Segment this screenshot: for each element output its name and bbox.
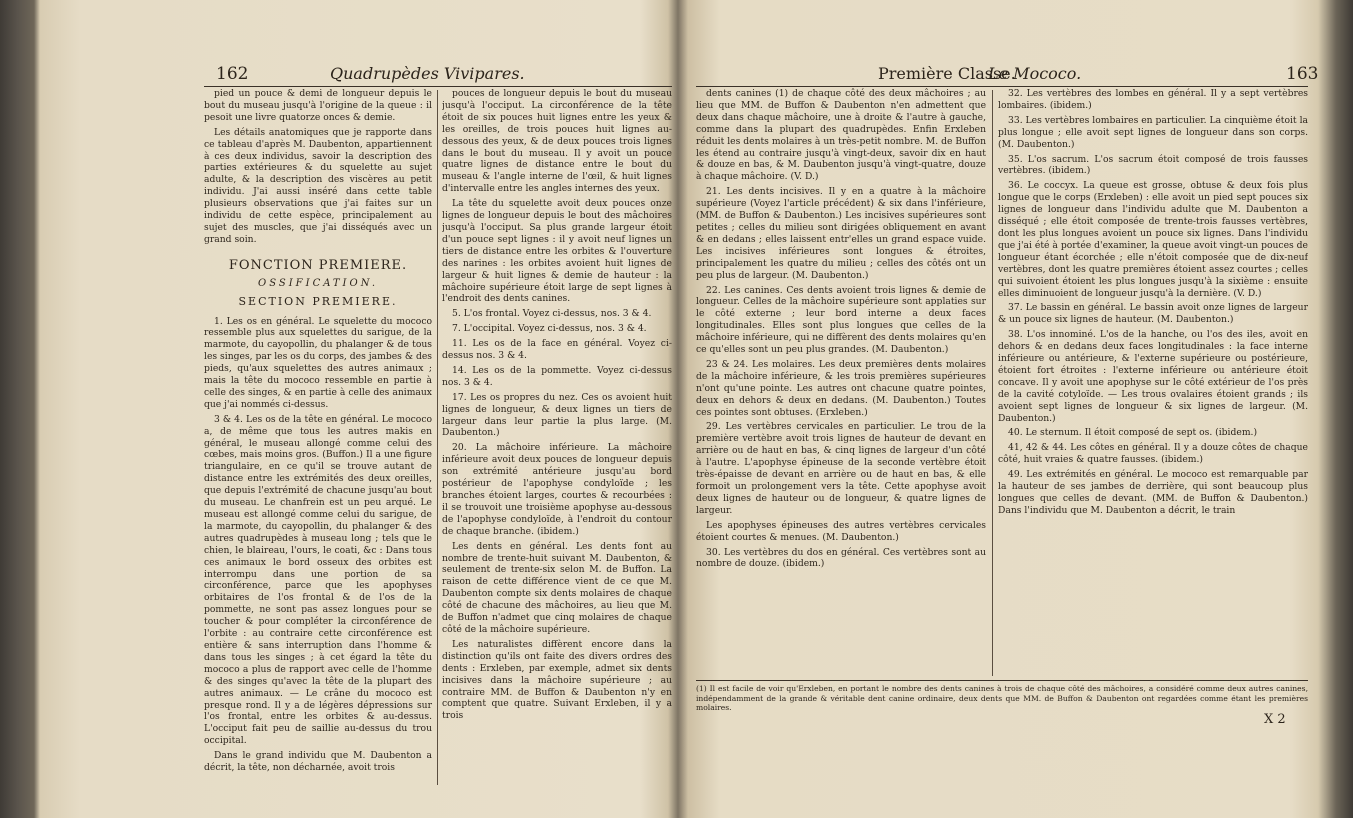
paragraph: 7. L'occipital. Voyez ci-dessus, nos. 3 & 4. bbox=[452, 323, 647, 335]
left-column-1 bbox=[204, 88, 432, 788]
paragraph: 5. L'os frontal. Voyez ci-dessus, nos. 3 & 4. bbox=[452, 308, 652, 320]
paragraph: 23 & 24. Les molaires. Les deux premières dents molaires de la mâchoire inférieure, & les trois premières supérieures n'ont qu'une pointe. Les autres ont chacune quatre pointes, deux en dehors & deux en dedans. (M. Daubenton.) Toutes ces pointes sont obtuses. (Erxleben.) bbox=[696, 358, 986, 418]
left-running-title: Quadrupèdes Vivipares. bbox=[330, 64, 525, 83]
paragraph: Les dents en général. Les dents font au nombre de trente-huit suivant M. Daubenton, & seulement de trente-six selon M. de Buffon. La raison de cette différence vient de ce que M. Daubenton compte six dents molaires de chaque côté de chacune des mâchoires, au lieu que M. de Buffon n'admet que cinq molaires de chaque côté de la mâchoire supérieure. bbox=[442, 540, 672, 635]
paragraph: Les détails anatomiques que je rapporte dans ce tableau d'après M. Daubenton, appartiennent à ces deux individus, savoir la description des parties extérieures & du squelette au sujet adulte, & la description des viscères au petit individu. J'ai aussi inséré dans cette table plusieurs observations que j'ai faites sur un individu de cette espèce, principalement au sujet des muscles, que j'ai disséqués avec un grand soin. bbox=[204, 126, 432, 245]
paragraph: 20. La mâchoire inférieure. La mâchoire inférieure avoit deux pouces de longueur depuis son extrémité antérieure jusqu'au bord postérieur de l'apophyse condyloïde ; les branches étoient larges, courtes & recourbées : il se trouvoit une troisième apophyse au-dessous de l'apophyse condyloïde, à l'endroit du contour de chaque branche. (ibidem.) bbox=[442, 442, 672, 537]
paragraph: 49. Les extrémités en général. Le mococo est remarquable par la hauteur de ses jambes de derrière, qui sont beaucoup plus longues que celles de devant. (MM. de Buffon & Daubenton.) Dans l'individu que M. Daubenton a décrit, le train bbox=[998, 469, 1308, 516]
column-divider bbox=[992, 90, 993, 676]
right-page bbox=[690, 0, 1322, 818]
paragraph: La tête du squelette avoit deux pouces onze lignes de longueur depuis le bout des mâchoires jusqu'à l'occiput. Sa plus grande largeur étoit d'un pouce sept lignes : il y avoit neuf lignes un tiers de distance entre les orbites & l'ouverture des narines : les orbites avoient huit lignes de largeur & huit lignes & demie de hauteur : la mâchoire supérieure étoit large de sept lignes à l'endroit des dents canines. bbox=[442, 198, 672, 305]
paragraph: 41, 42 & 44. Les côtes en général. Il y a douze côtes de chaque côté, huit vraies & quatre fausses. (ibidem.) bbox=[998, 442, 1308, 466]
right-running-title: Le Mococo. bbox=[988, 64, 1082, 83]
right-head-rule bbox=[696, 86, 1308, 87]
footnote-rule bbox=[696, 680, 1308, 681]
left-page bbox=[44, 0, 670, 818]
paragraph: 11. Les os de la face en général. Voyez ci-dessus nos. 3 & 4. bbox=[442, 338, 672, 362]
paragraph: 17. Les os propres du nez. Ces os avoient huit lignes de longueur, & deux lignes un tiers de largeur dans leur partie la plus large. (M. Daubenton.) bbox=[442, 391, 672, 439]
right-column-2 bbox=[998, 88, 1308, 676]
paragraph: 14. Les os de la pommette. Voyez ci-dessus nos. 3 & 4. bbox=[442, 364, 672, 388]
paragraph: Les apophyses épineuses des autres vertèbres cervicales étoient courtes & menues. (M. Daubenton.) bbox=[696, 519, 986, 543]
paragraph: 37. Le bassin en général. Le bassin avoit onze lignes de largeur & un pouce six lignes de hauteur. (M. Daubenton.) bbox=[998, 302, 1308, 326]
paragraph: 3 & 4. Les os de la tête en général. Le mococo a, de même que tous les autres makis en général, le museau allongé comme celui des cœbes, mais moins gros. (Buffon.) Il a une figure triangulaire, en ce qu'il se trouve autant de distance entre les extrémités des deux oreilles, que depuis l'extrémité de chacune jusqu'au bout du museau. Le chanfrein est un peu arqué. Le museau est allongé comme celui du sarigue, de la marmote, du cayopollin, du phalanger & des autres quadrupèdes à museau long ; tels que le chien, le blaireau, l'ours, le coati, &c : Dans tous ces animaux le bord osseux des orbites est interrompu dans une portion de sa circonférence, parce que les apophyses orbitaires de l'os frontal & de l'os de la pommette, ne sont pas assez longues pour se toucher & pour compléter la circonférence de l'orbite : au contraire cette circonférence est entière & sans interruption dans l'homme & dans tous les singes ; à cet égard la tête du mococo a plus de rapport avec celle de l'homme & des singes qu'avec la tête de la plupart des autres animaux. — Le crâne du mococo est presque rond. Il y a de légères dépressions sur l'os frontal, entre les orbites & au-dessus. L'occiput fait peu de saillie au-dessus du trou occipital. bbox=[204, 413, 432, 747]
left-column-2 bbox=[442, 88, 672, 788]
footnote: (1) Il est facile de voir qu'Erxleben, en portant le nombre des dents canines à trois de chaque côté des mâchoires, a considéré comme deux autres canines, indépendamment de la grande & véritable dent canine ordinaire, deux dents que MM. de Buffon & Daubenton ont regardées comme étant les premières molaires. bbox=[696, 684, 1308, 712]
paragraph: pied un pouce & demi de longueur depuis le bout du museau jusqu'à l'origine de la queue : il pesoit une livre quatorze onces & demie. bbox=[204, 88, 432, 123]
paragraph: 33. Les vertèbres lombaires en particulier. La cinquième étoit la plus longue ; elle avoit sept lignes de longueur dans son corps. (M. Daubenton.) bbox=[998, 114, 1308, 150]
paragraph: 29. Les vertèbres cervicales en particulier. Le trou de la première vertèbre avoit trois lignes de hauteur de devant en arrière ou de haut en bas, & cinq lignes de largeur d'un côté à l'autre. L'apophyse épineuse de la seconde vertèbre étoit très-épaisse de devant en arrière ou de haut en bas, & elle formoit un prolongement vers la tête. Cette apophyse avoit deux lignes de hauteur ou de longueur, & quatre lignes de largeur. bbox=[696, 421, 986, 516]
paragraph: 22. Les canines. Ces dents avoient trois lignes & demie de longueur. Celles de la mâchoire supérieure sont applaties sur le côté externe ; leur bord interne a deux faces longitudinales. Elles sont plus longues que celles de la mâchoire inférieure, qui ne diffèrent des dents molaires qu'en ce qu'elles sont un peu plus grandes. (M. Daubenton.) bbox=[696, 284, 986, 356]
right-column-1 bbox=[696, 88, 986, 676]
paragraph: dents canines (1) de chaque côté des deux mâchoires ; au lieu que MM. de Buffon & Daubenton n'en admettent que deux dans chaque mâchoire, une à droite & l'autre à gauche, comme dans la plupart des quadrupèdes. Enfin Erxleben réduit les dents molaires à un très-petit nombre. M. de Buffon les étend au contraire jusqu'à vingt-deux, savoir dix en haut & douze en bas, & M. Daubenton jusqu'à vingt-quatre, douze à chaque mâchoire. (V. D.) bbox=[696, 88, 986, 183]
signature-mark: X 2 bbox=[1264, 712, 1286, 727]
section-subtitle: OSSIFICATION. bbox=[258, 277, 378, 289]
column-divider bbox=[437, 90, 438, 785]
paragraph: 35. L'os sacrum. L'os sacrum étoit composé de trois fausses vertèbres. (ibidem.) bbox=[998, 153, 1308, 177]
right-running-head bbox=[690, 64, 1322, 84]
paragraph: pouces de longueur depuis le bout du museau jusqu'à l'occiput. La circonférence de la tête étoit de six pouces huit lignes entre les yeux & les oreilles, de trois pouces huit lignes au-dessous des yeux, & de deux pouces trois lignes dans le bout du museau. Il y avoit un pouce quatre lignes de distance entre le bout du museau & l'angle interne de l'œil, & huit lignes d'intervalle entre les angles internes des yeux. bbox=[442, 88, 672, 195]
paragraph: 38. L'os innominé. L'os de la hanche, ou l'os des iles, avoit en dehors & en dedans deux faces longitudinales : la face interne inférieure ou antérieure, & l'externe supérieure ou postérieure, étoient fort étroites : l'externe inférieure ou antérieure étoit concave. Il y avoit une apophyse sur le côté extérieur de l'os près de la cavité cotyloïde. — Les trous ovalaires étoient grands ; ils avoient sept lignes de longueur & six lignes de largeur. (M. Daubenton.) bbox=[998, 329, 1308, 424]
section-title: FONCTION PREMIERE. bbox=[228, 257, 408, 273]
left-head-rule bbox=[204, 86, 672, 87]
left-page-number: 162 bbox=[216, 64, 249, 84]
paragraph: 1. Les os en général. Le squelette du mococo ressemble plus aux squelettes du sarigue, de la marmote, du cayopollin, du phalanger & de tous les singes, par les os du corps, des jambes & des pieds, qu'aux squelettes des autres animaux ; mais la tête du mococo ressemble en partie à celle des singes, & en partie à celle des animaux que j'ai nommés ci-dessus. bbox=[204, 315, 432, 410]
right-page-number: 163 bbox=[1286, 64, 1319, 84]
left-running-head bbox=[44, 64, 670, 84]
paragraph: Les naturalistes diffèrent encore dans la distinction qu'ils ont faite des divers ordres des dents : Erxleben, par exemple, admet six dents incisives dans la mâchoire supérieure ; au contraire MM. de Buffon & Daubenton n'y en comptent que quatre. Suivant Erxleben, il y a trois bbox=[442, 638, 672, 722]
paragraph: 36. Le coccyx. La queue est grosse, obtuse & deux fois plus longue que le corps (Erxleben) : elle avoit un pied sept pouces six lignes de longueur dans l'individu adulte que M. Daubenton a disséqué ; elle étoit composée de trente-trois fausses vertèbres, dont les plus longues avoient un pouce six lignes. Dans l'individu que j'ai été à portée d'examiner, la queue avoit vingt-un pouces de longueur étant écorchée ; elle n'étoit composée que de dix-neuf vertèbres, dont les quatre premières étoient assez courtes ; celles qui suivoient étoient les plus longues jusqu'à la sixième : ensuite elles diminuoient de longueur jusqu'à la dernière. (V. D.) bbox=[998, 180, 1308, 299]
paragraph: Dans le grand individu que M. Daubenton a décrit, la tête, non décharnée, avoit trois bbox=[204, 750, 432, 774]
paragraph: 32. Les vertèbres des lombes en général. Il y a sept vertèbres lombaires. (ibidem.) bbox=[998, 88, 1308, 111]
paragraph: 30. Les vertèbres du dos en général. Ces vertèbres sont au nombre de douze. (ibidem.) bbox=[696, 546, 986, 570]
paragraph: 21. Les dents incisives. Il y en a quatre à la mâchoire supérieure (Voyez l'article précédent) & six dans l'inférieure, (MM. de Buffon & Daubenton.) Les incisives supérieures sont petites ; celles du milieu sont dirigées obliquement en avant & en dedans ; elles laissent entr'elles un grand espace vuide. Les incisives inférieures sont longues & étroites, principalement les quatre du milieu ; celles des côtés ont un peu plus de largeur. (M. Daubenton.) bbox=[696, 186, 986, 281]
section-heading: SECTION PREMIERE. bbox=[238, 294, 398, 308]
right-running-class: Première Classe. bbox=[878, 64, 1016, 83]
paragraph: 40. Le sternum. Il étoit composé de sept os. (ibidem.) bbox=[1008, 427, 1258, 439]
